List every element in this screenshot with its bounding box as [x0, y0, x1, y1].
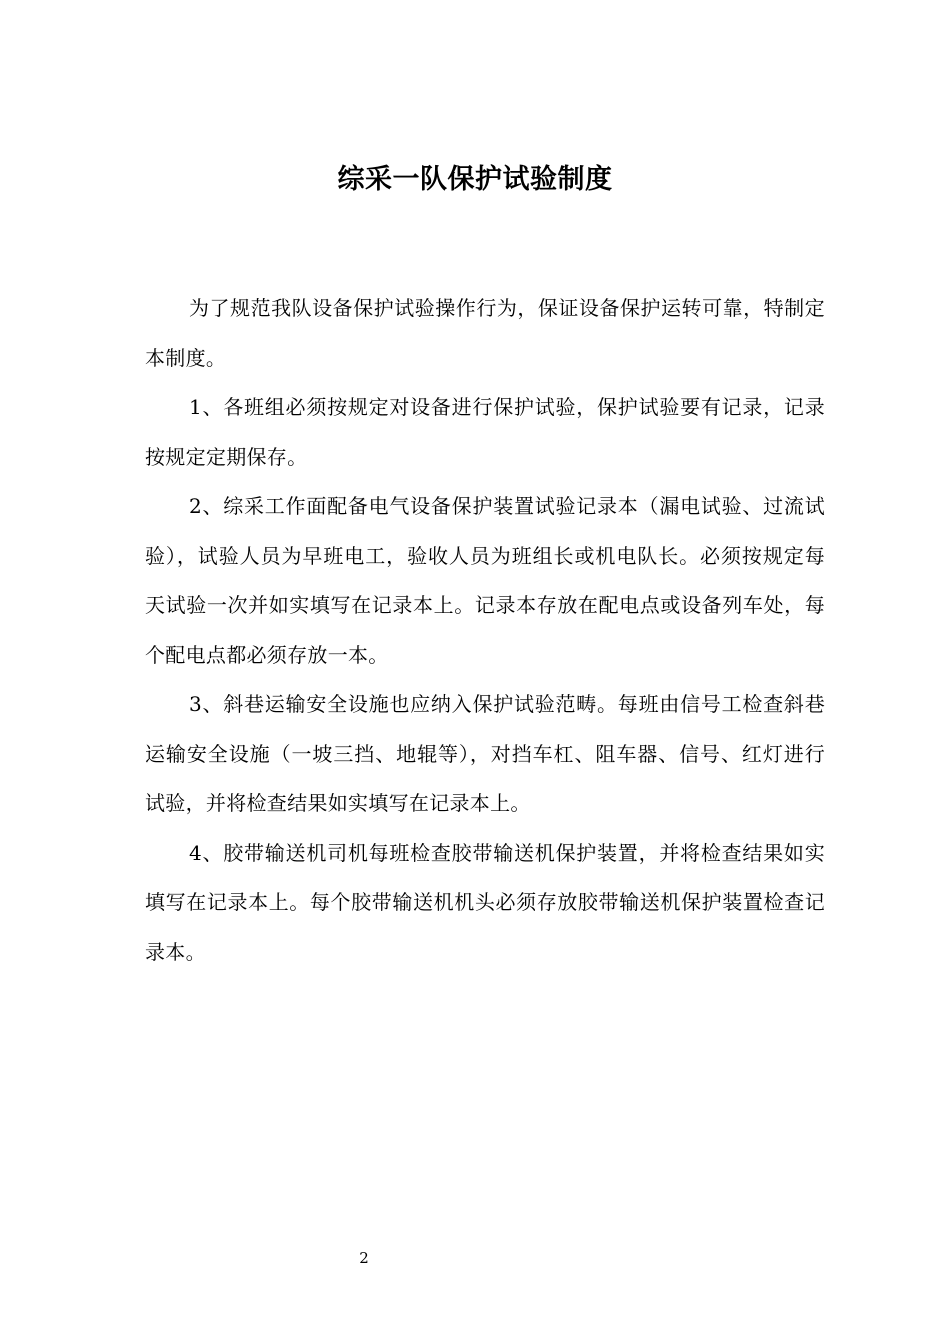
rule-paragraph-1: 1、各班组必须按规定对设备进行保护试验，保护试验要有记录，记录按规定定期保存。: [145, 395, 825, 469]
document-title: 综采一队保护试验制度: [337, 164, 613, 195]
rule-paragraph-3: 3、斜巷运输安全设施也应纳入保护试验范畴。每班由信号工检查斜巷运输安全设施（一坡三挡、地辊等），对挡车杠、阻车器、信号、红灯进行试验，并将检查结果如实填写在记录本上。: [145, 692, 825, 815]
rule-paragraph-2: 2、综采工作面配备电气设备保护装置试验记录本（漏电试验、过流试验），试验人员为早班电工，验收人员为班组长或机电队长。必须按规定每天试验一次并如实填写在记录本上。记录本存放在配电点或设备列车处，每个配电点都必须存放一本。: [145, 494, 825, 667]
document-body: [145, 284, 825, 977]
page-number: 2: [359, 1249, 369, 1267]
rule-paragraph-4: 4、胶带输送机司机每班检查胶带输送机保护装置，并将检查结果如实填写在记录本上。每个胶带输送机机头必须存放胶带输送机保护装置检查记录本。: [145, 840, 825, 964]
intro-paragraph: 为了规范我队设备保护试验操作行为，保证设备保护运转可靠，特制定本制度。: [145, 296, 825, 370]
